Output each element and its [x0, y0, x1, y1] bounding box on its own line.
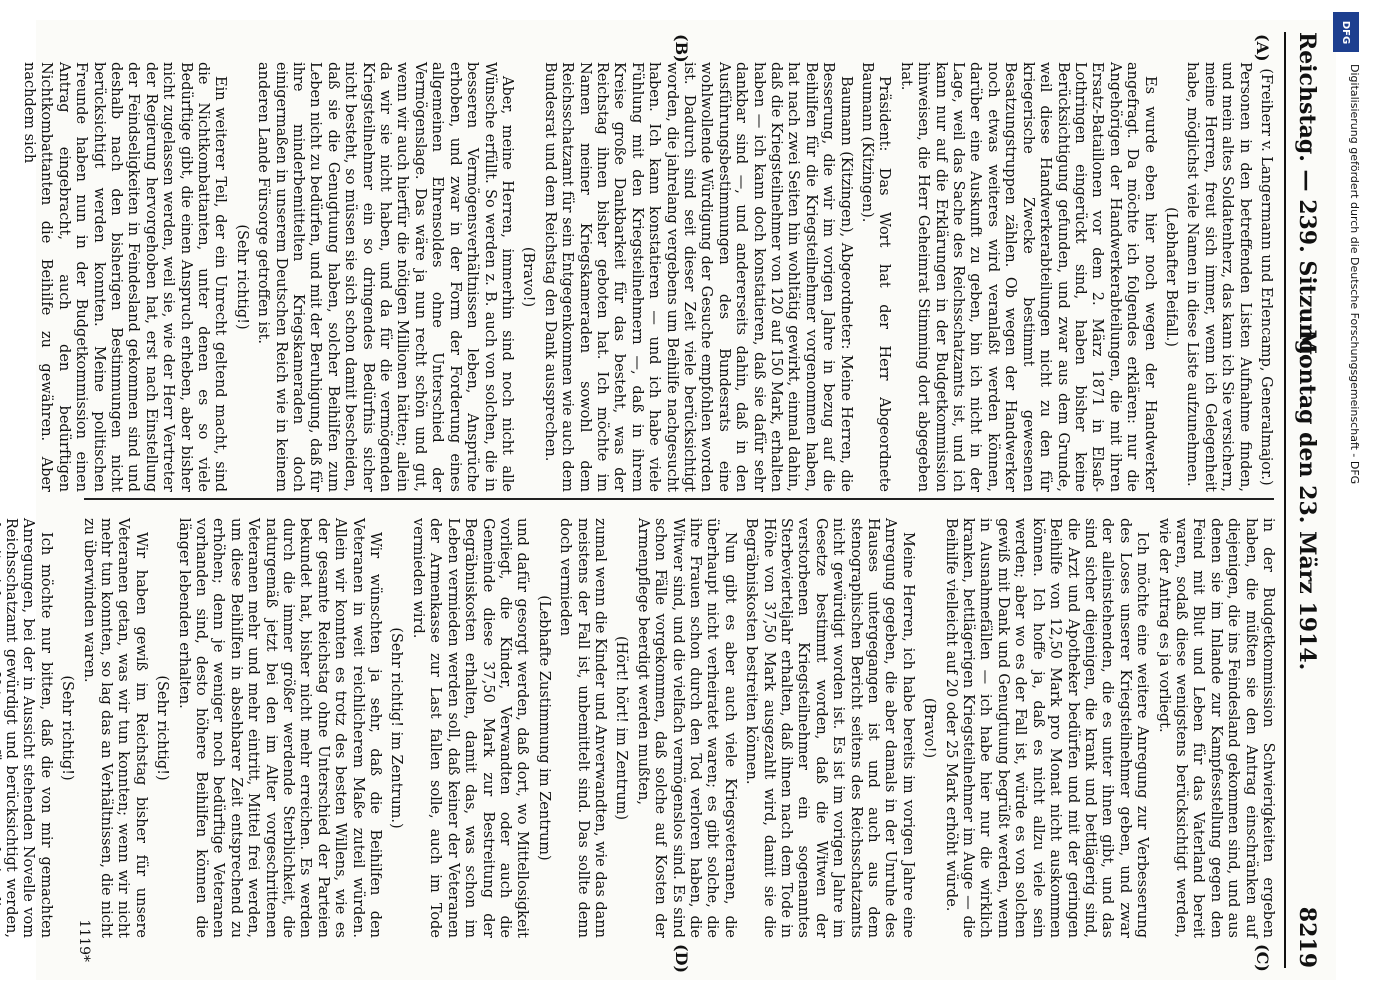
- reaction: (Lebhafte Zustimmung im Zentrum): [535, 595, 552, 861]
- reaction: (Sehr richtig!): [154, 675, 171, 781]
- paragraph: zumal wenn die Kinder und Anverwandten, wie das dann meistens der Fall ist, unbemittelt sind. Das sollte denn doch vermieden: [557, 518, 608, 938]
- reaction: (Bravo!): [921, 697, 938, 759]
- paragraph: Ich möchte eine weitere Anregung zur Verbesserung des Loses unserer Kriegsteilnehmer geben, und zwar der alleinstehenden, die es unter ihnen gibt, und das sind sicher diejenigen, die krank und bettlägerig sind, die Arzt und Apotheker bedürfen und mit der geringen Beihilfe von 12,50 Mark pro Monat nicht auskommen können. Ich hoffe ja, daß es nicht allzu viele sein werden; aber wo es der Fall ist, würde es von solchen gewiß mit Dank und Genugtuung begrüßt werden, wenn in Ausnahmefällen — ich habe hier nur die wirklich kranken, bettlägerigen Kriegsteilnehmer im Auge — die Beihilfe vielleicht auf 20 oder 25 Mark erhöht würde.: [942, 518, 1151, 938]
- margin-marker-c: (C): [1253, 944, 1272, 972]
- paragraph: Nun gibt es aber auch viele Kriegsveteranen, die überhaupt nicht verheiratet waren; es gibt solche, die ihre Frauen schon durch den Tod verloren haben, die Witwer sind, und die vielfach vermögenslos sind. Es sind schon Fälle vorgekommen, daß solche auf Kosten der Armenpflege beerdigt werden mußten,: [634, 518, 738, 938]
- reaction: (Bravo!): [520, 246, 537, 308]
- column-divider: [84, 498, 1274, 500]
- reaction: (Sehr richtig!): [233, 224, 250, 330]
- margin-marker-b: (B): [672, 34, 691, 63]
- dfg-logo: DFG: [1333, 12, 1359, 52]
- paragraph: Ich möchte nur bitten, daß die von mir gemachten Anregungen, bei der in Aussicht stehenden Novelle vom Reichsschatzamt gewürdigt und berücksichtigt werden,: [2, 518, 54, 938]
- paragraph: Meine Herren, ich habe bereits im vorigen Jahre eine Anregung gegeben, die aber damals in der Unruhe des Hauses untergegangen ist und auch aus dem stenographischen Bericht seitens des Reichsschatzamts nicht gewürdigt worden ist. Es ist im vorigen Jahre im Gesetze bestimmt worden, daß die Witwen der verstorbenen Kriegsteilnehmer ein sogenanntes Sterbevierteljahr erhalten, daß ihnen nach dem Tode in Höhe von 37,50 Mark ausgezahlt wird, damit sie die Begräbniskosten bestreiten können.: [743, 518, 916, 938]
- header-session: Reichstag. — 239. Sitzung.: [1294, 32, 1320, 363]
- paragraph: Aber, meine Herren, immerhin sind noch nicht alle Wünsche erfüllt. So werden z. B. auch von solchen, die in besseren Vermögensverhältnissen leben, Ansprüche erhoben, und zwar in der Form der Forderung eines allgemeinen Ehrensoldes ohne Unterschied der Vermögenslage. Das wäre ja nun recht schön und gut, wenn wir auch hierfür die nötigen Millionen hätten; allein da wir sie nicht haben, und da für die vermögenden Kriegsteilnehmer ein so dringendes Bedürfnis sicher nicht besteht, so müssen sie sich schon damit bescheiden, daß sie die Genugtuung haben, solcher Beihilfen zum Leben nicht zu bedürfen, und mit der Beruhigung, daß für ihre minderbemittelten Kriegskameraden doch einigermaßen in unserem Deutschen Reich wie in keinem anderen Lande Fürsorge getroffen ist.: [255, 62, 515, 492]
- paragraph: Wir wünschten ja sehr, daß die Beihilfen den Veteranen in weit reichlicherem Maße zuteil würden. Allein wir konnten es trotz des besten Willens, wie es der gesamte Reichstag ohne Unterschied der Parteien bekundet hat, bisher nicht mehr erreichen. Es werden durch die immer größer werdende Sterblichkeit, die naturgemäß jetzt bei den im Alter vorgeschrittenen Veteranen mehr und mehr eintritt, Mittel frei werden, um diese Beihilfen in absehbarer Zeit entsprechend zu erhöhen; denn je weniger noch bedürftige Veteranen vorhanden sind, desto höhere Beihilfen können die länger lebenden erhalten.: [175, 518, 384, 938]
- margin-marker-d: (D): [672, 944, 691, 974]
- header-date: Montag den 23. März 1914.: [1294, 329, 1320, 671]
- paragraph: und dafür gesorgt werden, daß dort, wo Mittellosigkeit vorliegt, die Kinder, Verwandten oder auch die Gemeinde diese 37,50 Mark zur Bestreitung der Begräbniskosten erhalten, damit das, was schon im Leben vermieden werden soll, daß keiner der Veteranen der Armenkasse zur Last fallen solle, auch im Tode vermieden wird.: [409, 518, 531, 938]
- right-column: [0, 518, 1276, 938]
- page-header: [1284, 32, 1324, 968]
- reaction: (Lebhafter Beifall.): [1162, 207, 1179, 347]
- paragraph: Wir haben gewiß im Reichstag bisher für unsere Veteranen getan, was wir tun konnten; wenn wir nicht mehr tun konnten, so lag das an Verhältnissen, die nicht zu überwinden waren.: [80, 518, 149, 938]
- paragraph: in der Budgetkommission Schwierigkeiten ergeben haben, die müßten sie den Antrag einschränken auf diejenigen, die ins Feindesland gekommen sind, und aus denen sie im Inlande zur Kampfesstellung gegen den Feind mit Blut und Leben für das Vaterland bereit waren, sodaß diese wenigstens berücksichtigt werden, wie der Antrag es ja vorliegt.: [1155, 518, 1276, 938]
- left-column: [16, 62, 1276, 492]
- paragraph: Baumann (Kitzingen), Abgeordneter: Meine Herren, die Besserung, die wir im vorigen Jahre in bezug auf die Beihilfen für die Kriegsteilnehmer vorgenommen haben, hat nach zwei Seiten hin wohltätig gewirkt, einmal dahin, daß die Kriegsteilnehmer von 120 auf 150 Mark, erhalten haben — ich kann doch konstatieren, daß sie dafür sehr dankbar sind —, und andererseits dahin, daß in den Ausführungsbestimmungen des Bundesrats eine wohlwollende Würdigung der Gesuche empfohlen worden ist. Dadurch sind seit dieser Zeit viele berücksichtigt worden, die jahrelang vergebens um Beihilfe nachgesucht haben. Ich kann konstatieren — und ich habe viele Fühlung mit den Kriegsteilnehmern —, daß in ihrem Kreise große Dankbarkeit für das besteht, was der Reichstag ihnen bisher geboten hat. Ich möchte im Namen meiner Kriegskameraden sowohl dem Reichsschatzamt für sein Entgegenkommen wie auch dem Bundesrat und dem Reichstag den Dank aussprechen.: [541, 62, 854, 492]
- header-page-number: 8219: [1294, 906, 1320, 968]
- reaction: (Sehr richtig! im Zentrum.): [388, 627, 405, 829]
- paragraph: Es wurde eben hier noch wegen der Handwerker angefragt. Da möchte ich folgendes erklären: nur die Angehörigen der Handwerkerabteilungen, die mit ihren Ersatz-Bataillonen vor dem 2. März 1871 in Elsaß-Lothringen eingerückt sind, haben bisher keine Berücksichtigung gefunden, und zwar aus dem Grunde, weil diese Handwerkerabteilungen nicht zu den für kriegerische Zwecke bestimmt gewesenen Besatzungstruppen zählen. Ob wegen der Handwerker noch etwas weiteres wird veranlaßt werden können, darüber eine Auskunft zu geben, bin ich nicht in der Lage, weil das Sache des Reichsschatzamts ist, und ich kann nur auf die Erklärungen in der Budgetkommission hinweisen, die Herr Geheimrat Stimming dort abgegeben hat.: [897, 62, 1158, 492]
- paragraph: Personen in den betreffenden Listen Aufnahme finden, und mein altes Soldatenherz, das kann ich Sie versichern, meine Herren, freut sich immer, wenn ich Gelegenheit habe, möglichst viele Namen in diese Liste aufzunehmen.: [1184, 62, 1253, 492]
- paragraph: Ein weiterer Teil, der ein Unrecht geltend macht, sind die Nichtkombattanten, unter denen es so viele Bedürftige gibt, die einen Anspruch erheben, aber bisher nicht zugelassen werden, weil sie, wie der Herr Vertreter der Regierung hervorgehoben hat, erst nach Einstellung der Feindseligkeiten in Feindesland gekommen sind und deshalb nach den bisherigen Bestimmungen nicht berücksichtigt werden konnten. Meine politischen Freunde haben nun in der Budgetkommission einen Antrag eingebracht, auch den bedürftigen Nichtkombattanten die Beihilfe zu gewähren. Aber nachdem sich: [20, 62, 229, 492]
- funding-note: [1333, 12, 1369, 988]
- footer-signature-number: 1119*: [76, 919, 92, 962]
- margin-marker-a: (A): [1253, 34, 1272, 62]
- reaction: (Hört! hört! im Zentrum): [613, 636, 630, 820]
- reaction: (Sehr richtig!): [59, 675, 76, 781]
- paragraph: Präsident: Das Wort hat der Herr Abgeordnete Baumann (Kitzingen).: [859, 62, 893, 492]
- speaker-line: (Freiherr v. Langermann und Erlencamp, Generalmajor.): [1258, 68, 1274, 486]
- funding-note-text: Digitalisierung gefördert durch die Deutsche Forschungsgemeinschaft - DFG: [1348, 64, 1361, 485]
- rotated-document-page: [2, 20, 1336, 980]
